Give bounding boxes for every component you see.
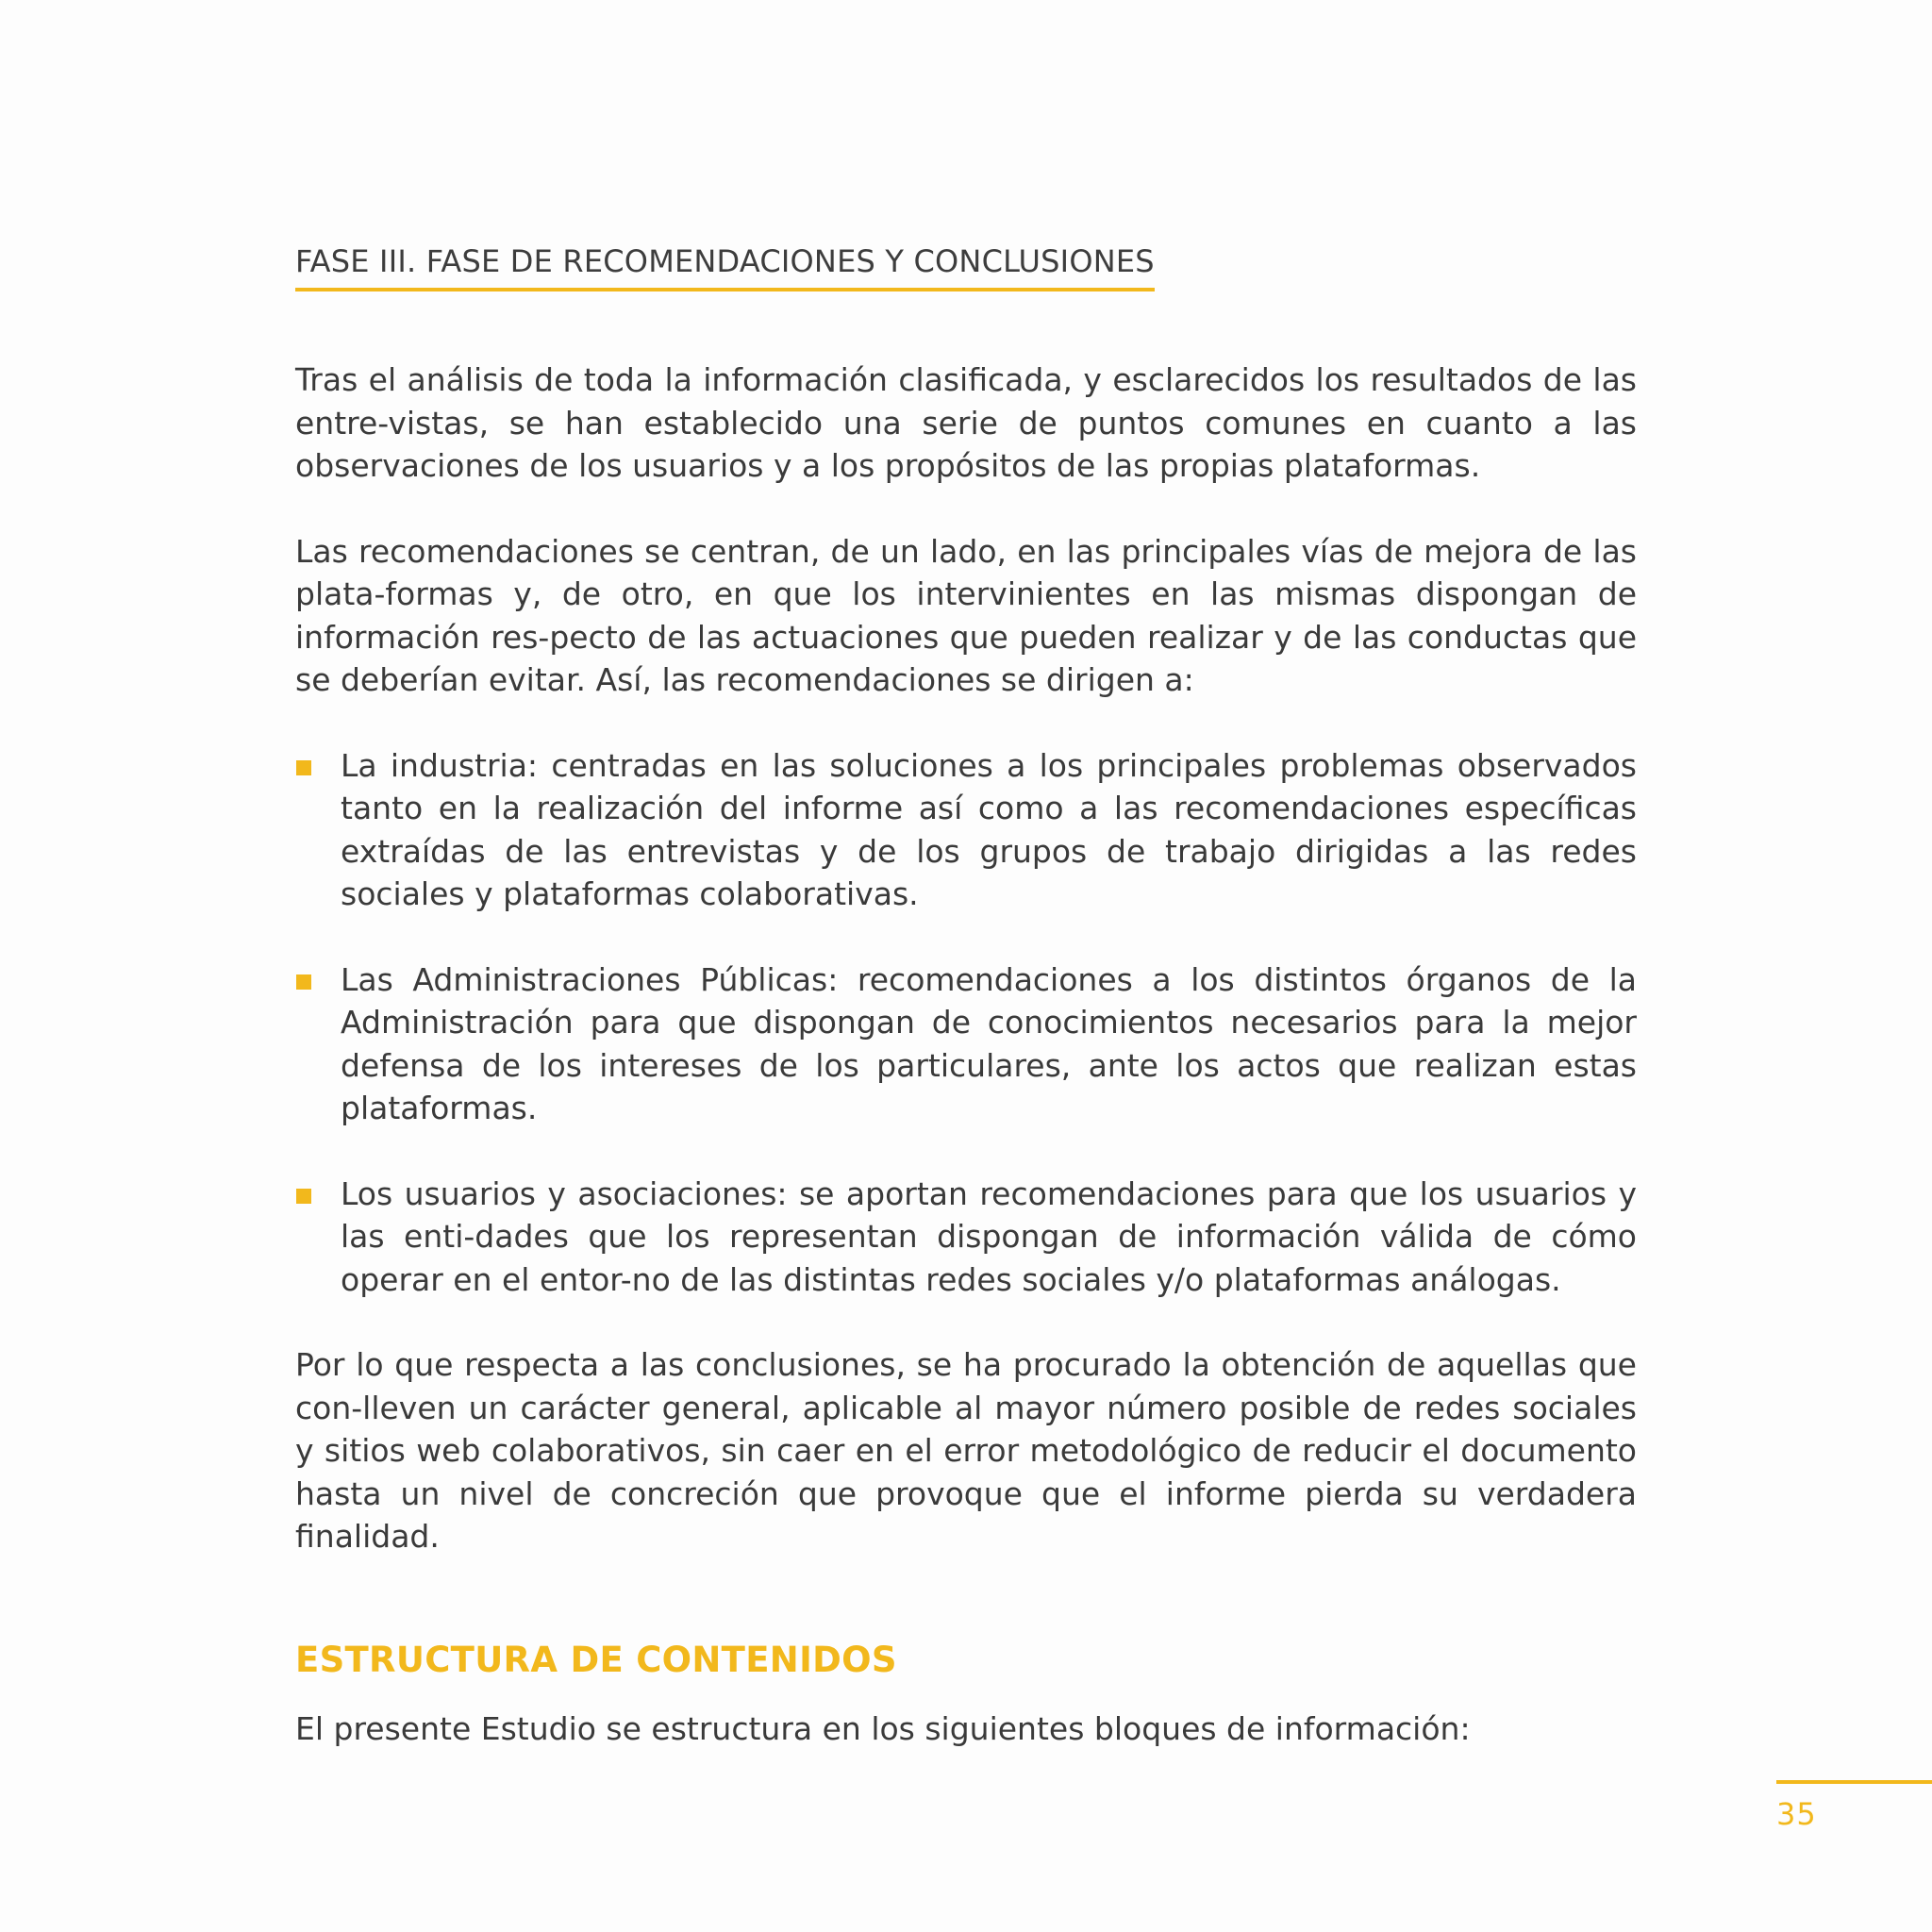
footer-rule <box>1776 1780 1932 1784</box>
conclusion-paragraph: Por lo que respecta a las conclusiones, se ha procurado la obtención de aquellas que con-lleven un carácter general, aplicable al mayor número posible de redes sociales y sitios web colaborativos, sin caer en el error metodológico de reducir el documento hasta un nivel de concreción que provoque que el informe pierda su verdadera finalidad. <box>295 1346 1637 1556</box>
contents-heading: ESTRUCTURA DE CONTENIDOS <box>295 1639 897 1680</box>
bullet-square-icon <box>296 1189 311 1204</box>
intro-paragraph: Tras el análisis de toda la información clasificada, y esclarecidos los resultados de las entre-vistas, se han establecido una serie de puntos comunes en cuanto a las observaciones de los usuarios y a los propósitos de las propias plataformas. <box>295 361 1637 485</box>
list-item-text: Los usuarios y asociaciones: se aportan recomendaciones para que los usuarios y las enti-dades que los representan dispongan de información válida de cómo operar en el entor-no de las distintas redes sociales y/o plataformas análogas. <box>341 1174 1637 1298</box>
recommendations-list <box>295 744 1637 1302</box>
list-item <box>295 958 1637 1130</box>
section-title: FASE III. FASE DE RECOMENDACIONES Y CONCLUSIONES <box>295 243 1155 291</box>
list-item-text: Las Administraciones Públicas: recomendaciones a los distintos órganos de la Administración para que dispongan de conocimientos necesarios para la mejor defensa de los intereses de los particulares, ante los actos que realizan estas plataformas. <box>341 960 1637 1127</box>
page-content <box>295 243 1637 1751</box>
list-item <box>295 1173 1637 1302</box>
bullet-square-icon <box>296 974 311 990</box>
structure-intro: El presente Estudio se estructura en los siguientes bloques de información: <box>295 1710 1471 1748</box>
page-number: 35 <box>1776 1796 1817 1832</box>
list-item-text: La industria: centradas en las soluciones a los principales problemas observados tanto en la realización del informe así como a las recomendaciones específicas extraídas de las entrevistas y de los grupos de trabajo dirigidas a las redes sociales y plataformas colaborativas. <box>341 746 1637 913</box>
list-item <box>295 744 1637 916</box>
bullet-square-icon <box>296 760 311 775</box>
recommendations-paragraph: Las recomendaciones se centran, de un lado, en las principales vías de mejora de las plata-formas y, de otro, en que los intervinientes en las mismas dispongan de información res-pecto de las actuaciones que pueden realizar y de las conductas que se deberían evitar. Así, las recomendaciones se dirigen a: <box>295 532 1637 699</box>
